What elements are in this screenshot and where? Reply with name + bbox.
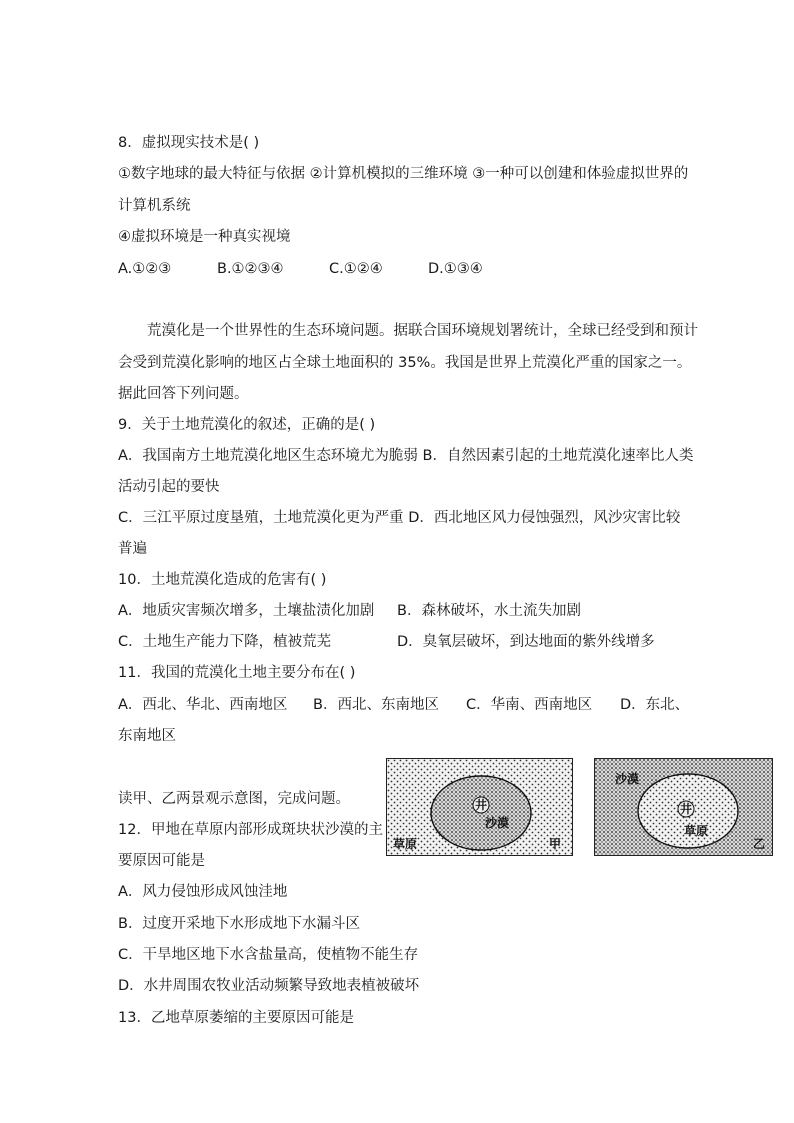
passage-line-3: 据此回答下列问题。 <box>118 386 249 402</box>
outer-label: 沙漠 <box>615 772 640 786</box>
q9-option-line-2: 活动引起的要快 <box>118 479 220 495</box>
q11-option-line-2: 东南地区 <box>118 728 176 744</box>
passage-line-1: 荒漠化是一个世界性的生态环境问题。据联合国环境规划署统计，全球已经受到和预计 <box>147 323 698 339</box>
q8-statement-line-2: 计算机系统 <box>118 198 191 214</box>
q8-stem: 8．虚拟现实技术是( ) <box>118 135 260 151</box>
q9-stem: 9．关于土地荒漠化的叙述，正确的是( ) <box>118 417 376 433</box>
q10-option-d: D．臭氧层破坏，到达地面的紫外线增多 <box>397 634 655 650</box>
q11-option-b: B．西北、东南地区 <box>313 697 439 713</box>
q11-option-d: D．东北、 <box>620 697 690 713</box>
figure-yi <box>594 758 773 856</box>
q10-stem: 10．土地荒漠化造成的危害有( ) <box>118 572 327 588</box>
q12-option-b: B．过度开采地下水形成地下水漏斗区 <box>118 916 360 932</box>
q11-option-a: A．西北、华北、西南地区 <box>118 697 288 713</box>
figure-yi-drawing <box>595 759 772 855</box>
q9-option-line-4: 普遍 <box>118 541 147 557</box>
figure-jia-drawing <box>387 759 572 855</box>
q12-option-a: A．风力侵蚀形成风蚀洼地 <box>118 884 288 900</box>
q8-option-b: B.①②③④ <box>217 261 284 277</box>
q9-option-line-3: C．三江平原过度垦殖，土地荒漠化更为严重 D．西北地区风力侵蚀强烈，风沙灾害比较 <box>118 510 681 526</box>
inner-label: 草原 <box>683 824 709 838</box>
q12-option-d: D．水井周围农牧业活动频繁导致地表植被破坏 <box>118 978 420 994</box>
q12-option-c: C．干旱地区地下水含盐量高，使植物不能生存 <box>118 947 419 963</box>
inner-label: 沙漠 <box>484 816 510 830</box>
q8-option-c: C.①②④ <box>329 261 383 277</box>
passage-line-2: 会受到荒漠化影响的地区占全球土地面积的 35%。我国是世界上荒漠化严重的国家之一。 <box>118 355 692 371</box>
well-label: 井 <box>474 798 488 812</box>
q8-statement-line-1: ①数字地球的最大特征与依据 ②计算机模拟的三维环境 ③一种可以创建和体验虚拟世界的 <box>118 166 689 182</box>
q9-option-line-1: A．我国南方土地荒漠化地区生态环境尤为脆弱 B．自然因素引起的土地荒漠化速率比人类 <box>118 448 694 464</box>
q8-statement-line-3: ④虚拟环境是一种真实视境 <box>118 229 291 245</box>
outer-label: 草原 <box>393 837 418 851</box>
q10-option-a: A．地质灾害频次增多，土壤盐渍化加剧 <box>118 603 375 619</box>
figure-tag: 甲 <box>549 837 562 851</box>
q10-option-c: C．土地生产能力下降，植被荒芜 <box>118 634 332 650</box>
q12-stem-line-2: 要原因可能是 <box>118 853 205 869</box>
q11-stem: 11．我国的荒漠化土地主要分布在( ) <box>118 665 356 681</box>
q10-option-b: B．森林破坏，水土流失加剧 <box>397 603 581 619</box>
q13-stem: 13．乙地草原萎缩的主要原因可能是 <box>118 1010 354 1026</box>
figure-jia <box>386 758 573 856</box>
figure-tag: 乙 <box>753 837 766 851</box>
q8-option-d: D.①③④ <box>428 261 483 277</box>
q11-option-c: C．华南、西南地区 <box>466 697 593 713</box>
well-label: 井 <box>679 802 693 816</box>
q8-option-a: A.①②③ <box>118 261 172 277</box>
figure-intro: 读甲、乙两景观示意图，完成问题。 <box>118 791 350 807</box>
q12-stem-line-1: 12．甲地在草原内部形成斑块状沙漠的主 <box>118 822 383 838</box>
